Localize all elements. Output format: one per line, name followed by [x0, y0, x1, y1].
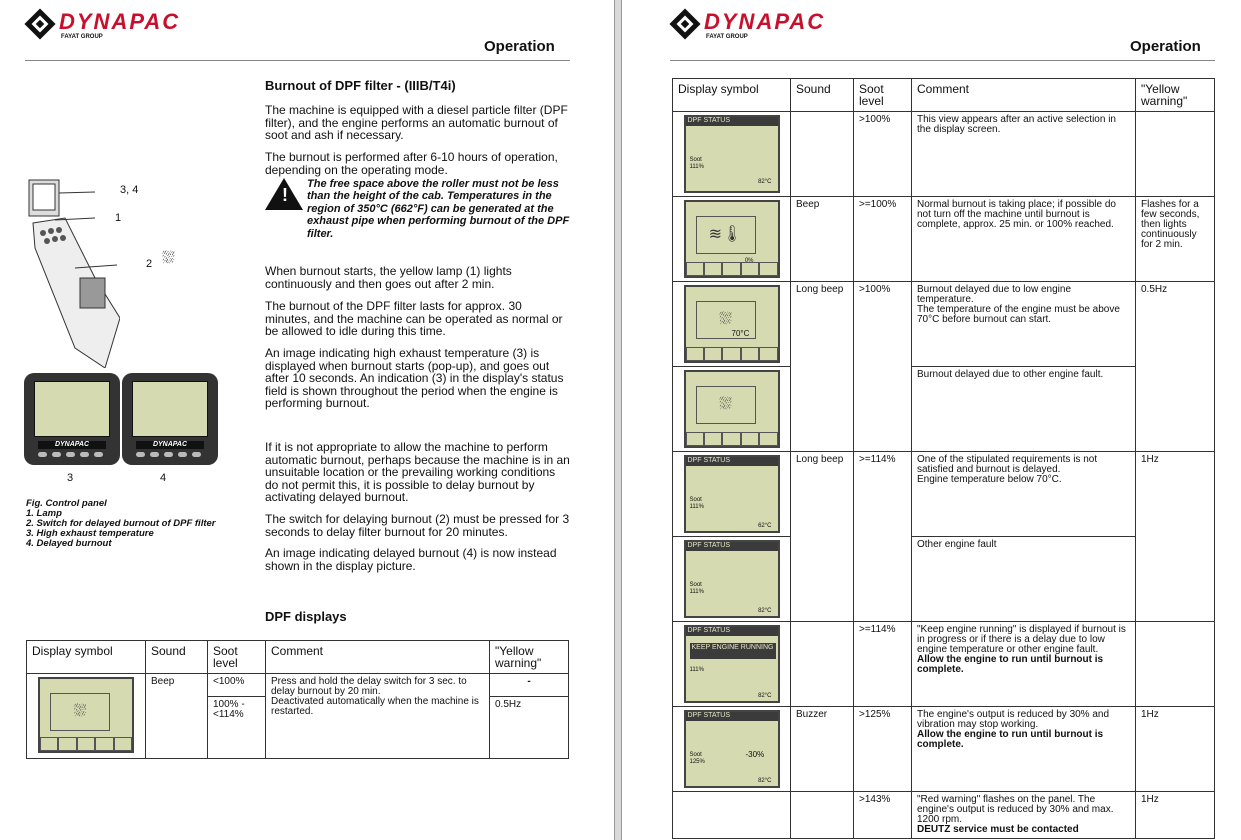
- table-row: [673, 622, 1215, 707]
- section-title: Operation: [1130, 38, 1201, 55]
- table-cell: 62°C: [758, 523, 772, 529]
- dynapac-logo: DYNAPAC FAYAT GROUP: [25, 10, 180, 40]
- table-cell: [686, 262, 778, 276]
- table-cell: [673, 707, 791, 792]
- display-symbol: [684, 710, 780, 788]
- table-cell: ⛆: [696, 386, 756, 424]
- dpf-table-left: [26, 640, 569, 759]
- paragraph: An image indicating delayed burnout (4) is now instead shown in the display picture.: [265, 546, 557, 573]
- table-cell: [673, 792, 791, 839]
- warning-block: [265, 178, 570, 240]
- column-header: "Yellow warning": [1136, 79, 1215, 112]
- heading-burnout: Burnout of DPF filter - (IIIB/T4i): [265, 78, 456, 93]
- column-header: Comment: [266, 641, 490, 674]
- table-cell: ⛆: [696, 301, 756, 339]
- table-cell: 82°C: [758, 693, 772, 699]
- table-cell: [759, 347, 777, 361]
- table-cell: [673, 197, 791, 282]
- table-cell: [686, 347, 778, 361]
- table-cell: >143%: [854, 792, 912, 839]
- table-cell: The engine's output is reduced by 30% and vibration may stop working. Allow the engine to run until burnout is complete.: [912, 707, 1136, 792]
- column-header: Display symbol: [673, 79, 791, 112]
- table-cell: [673, 367, 791, 452]
- column-header: "Yellow warning": [490, 641, 569, 674]
- table-cell: >100%: [854, 282, 912, 452]
- table-cell: "Keep engine running" is displayed if burnout is in progress or if there is a delay due to low engine temperature or other engine fault. Allow the engine to run until burnout is complete.: [912, 622, 1136, 707]
- paragraph: The machine is equipped with a diesel particle filter (DPF filter), and the engine performs an automatic burnout of soot and ash if necessary.: [265, 103, 568, 142]
- table-cell: 0.5Hz: [490, 697, 569, 759]
- table-cell: Other engine fault: [912, 537, 1136, 622]
- display-symbol: [684, 370, 780, 448]
- table-cell: >125%: [854, 707, 912, 792]
- table-cell: [686, 432, 704, 446]
- table-cell: 82°C: [758, 608, 772, 614]
- table-cell: 100% - <114%: [208, 697, 266, 759]
- table-cell: [791, 112, 854, 197]
- table-cell: 111%: [689, 589, 704, 595]
- table-cell: [759, 262, 777, 276]
- table-cell: [673, 282, 791, 367]
- paragraph: When burnout starts, the yellow lamp (1) lights continuously and then goes out after 2 min.: [265, 264, 512, 291]
- table-row: [673, 707, 1215, 792]
- table-cell: [95, 737, 113, 751]
- table-cell: Press and hold the delay switch for 3 sec. to delay burnout by 20 min. Deactivated automatically when the machine is restarted.: [266, 674, 490, 759]
- header-rule: [670, 60, 1215, 61]
- table-cell: DPF STATUS: [686, 712, 778, 721]
- table-cell: 0.5Hz: [1136, 282, 1215, 452]
- table-cell: [686, 432, 778, 446]
- display-symbol: [684, 625, 780, 703]
- table-cell: [741, 262, 759, 276]
- column-header: Soot level: [208, 641, 266, 674]
- table-cell: [114, 737, 132, 751]
- column-header: Soot level: [854, 79, 912, 112]
- table-cell: [686, 347, 704, 361]
- table-cell: Beep: [146, 674, 208, 759]
- section-title: Operation: [484, 38, 555, 55]
- table-cell: [759, 432, 777, 446]
- delayed-burnout-icon: ⛆: [162, 250, 175, 267]
- table-cell: Soot: [689, 752, 702, 758]
- paragraph: The switch for delaying burnout (2) must be pressed for 3 seconds to delay filter burnout for 20 minutes.: [265, 512, 570, 539]
- table-cell: 111%: [689, 164, 704, 170]
- table-cell: [722, 262, 740, 276]
- table-cell: Burnout delayed due to low engine temperature. The temperature of the engine must be above 70°C before burnout can start.: [912, 282, 1136, 367]
- dynapac-logo: DYNAPAC FAYAT GROUP: [670, 10, 825, 40]
- table-cell: [77, 737, 95, 751]
- warning-text: The free space above the roller must not be less than the height of the cab. Temperatures in the region of 350°C (662°F) can be generated at the exhaust pipe when performing burnout of the DPF filter.: [307, 178, 570, 240]
- left-page: [0, 0, 614, 840]
- display-panel-4: DYNAPAC: [122, 373, 218, 465]
- table-cell: Soot: [689, 157, 702, 163]
- table-cell: Burnout delayed due to other engine fault.: [912, 367, 1136, 452]
- table-cell: [673, 622, 791, 707]
- table-cell: DPF STATUS: [686, 627, 778, 636]
- table-cell: [673, 112, 791, 197]
- table-row: [673, 282, 1215, 367]
- column-header: Comment: [912, 79, 1136, 112]
- table-cell: >=114%: [854, 452, 912, 622]
- heading-dpf-displays: DPF displays: [265, 609, 347, 624]
- table-row: [673, 792, 1215, 839]
- table-cell: >=100%: [854, 197, 912, 282]
- table-cell: 82°C: [758, 778, 772, 784]
- paragraph: If it is not appropriate to allow the machine to perform automatic burnout, perhaps because the machine is in an unsuitable location or the prevailing working conditions do not permit this, it is possible to delay burnout by activating delayed burnout.: [265, 440, 570, 504]
- paragraph: The burnout is performed after 6-10 hours of operation, depending on the operating mode.: [265, 150, 558, 177]
- table-cell: [791, 622, 854, 707]
- table-cell: 1Hz: [1136, 452, 1215, 622]
- table-cell: KEEP ENGINE RUNNING: [690, 643, 776, 659]
- table-cell: 111%: [689, 667, 704, 673]
- table-cell: Normal burnout is taking place; if possible do not turn off the machine until burnout is complete, approx. 25 min. or 100% reached.: [912, 197, 1136, 282]
- display-symbol: [38, 677, 134, 753]
- table-cell: [741, 432, 759, 446]
- table-cell: 0%: [744, 258, 754, 264]
- table-cell: 1Hz: [1136, 707, 1215, 792]
- table-row: [673, 537, 1215, 622]
- table-cell: Buzzer: [791, 707, 854, 792]
- table-cell: "Red warning" flashes on the panel. The engine's output is reduced by 30% and max. 1200 rpm. DEUTZ service must be contacted: [912, 792, 1136, 839]
- table-cell: This view appears after an active selection in the display screen.: [912, 112, 1136, 197]
- column-header: Sound: [791, 79, 854, 112]
- table-cell: [704, 262, 722, 276]
- table-cell: >=114%: [854, 622, 912, 707]
- table-cell: Soot: [689, 582, 702, 588]
- display-symbol: [684, 285, 780, 363]
- table-cell: Flashes for a few seconds, then lights continuously for 2 min.: [1136, 197, 1215, 282]
- table-cell: [791, 792, 854, 839]
- table-cell: Long beep: [791, 452, 854, 622]
- table-cell: [704, 347, 722, 361]
- table-row: [673, 367, 1215, 452]
- table-cell: [1136, 112, 1215, 197]
- table-cell: Long beep: [791, 282, 854, 452]
- table-cell: 70°C: [731, 329, 750, 338]
- display-symbol: [684, 540, 780, 618]
- display-symbol: [684, 200, 780, 278]
- table-cell: Beep: [791, 197, 854, 282]
- display-panel-3: DYNAPAC: [24, 373, 120, 465]
- warning-icon: !: [265, 178, 303, 210]
- table-cell: [40, 737, 132, 751]
- figure-caption: Fig. Control panel 1. Lamp 2. Switch for delayed burnout of DPF filter 3. High exhaust temperature 4. Delayed burnout: [26, 498, 216, 549]
- display-symbol: [684, 115, 780, 193]
- callout-label: 2: [146, 258, 153, 270]
- table-cell: [673, 537, 791, 622]
- table-cell: One of the stipulated requirements is not satisfied and burnout is delayed. Engine temperature below 70°C.: [912, 452, 1136, 537]
- table-cell: [686, 262, 704, 276]
- table-cell: [673, 452, 791, 537]
- table-cell: -: [490, 674, 569, 697]
- paragraph: An image indicating high exhaust temperature (3) is displayed when burnout starts (pop-up), and goes out after 10 seconds. An indication (3) in the display's status field is shown throughout the period when the engine is performing burnout.: [265, 346, 564, 410]
- table-cell: [741, 347, 759, 361]
- table-cell: [722, 347, 740, 361]
- page-gutter: [614, 0, 622, 840]
- table-cell: -30%: [745, 750, 765, 759]
- callout-label: 3, 4: [120, 184, 139, 196]
- table-cell: DPF STATUS: [686, 117, 778, 126]
- table-cell: [58, 737, 76, 751]
- display-symbol: [27, 674, 146, 759]
- right-page: [622, 0, 1241, 840]
- table-cell: Soot: [689, 497, 702, 503]
- table-cell: 82°C: [758, 179, 772, 185]
- display-symbol: [684, 455, 780, 533]
- table-cell: 111%: [689, 504, 704, 510]
- panel-label: 3: [67, 472, 74, 484]
- table-cell: 125%: [689, 759, 705, 765]
- table-cell: [1136, 622, 1215, 707]
- table-cell: DPF STATUS: [686, 457, 778, 466]
- table-cell: DPF STATUS: [686, 542, 778, 551]
- callout-label: 1: [115, 212, 122, 224]
- table-cell: 1Hz: [1136, 792, 1215, 839]
- dpf-table-right: [672, 78, 1215, 839]
- table-row: [673, 452, 1215, 537]
- control-panel-illustration: [25, 178, 120, 368]
- table-cell: [704, 432, 722, 446]
- table-row: [673, 112, 1215, 197]
- column-header: Sound: [146, 641, 208, 674]
- table-cell: >100%: [854, 112, 912, 197]
- table-row: [673, 197, 1215, 282]
- column-header: Display symbol: [27, 641, 146, 674]
- table-cell: <100%: [208, 674, 266, 697]
- table-cell: [722, 432, 740, 446]
- table-cell: ≋🌡: [696, 216, 756, 254]
- panel-label: 4: [160, 472, 167, 484]
- table-cell: [40, 737, 58, 751]
- table-cell: ⛆: [50, 693, 110, 731]
- paragraph: The burnout of the DPF filter lasts for approx. 30 minutes, and the machine can be operated as normal or be allowed to idle during this time.: [265, 299, 563, 338]
- header-rule: [25, 60, 570, 61]
